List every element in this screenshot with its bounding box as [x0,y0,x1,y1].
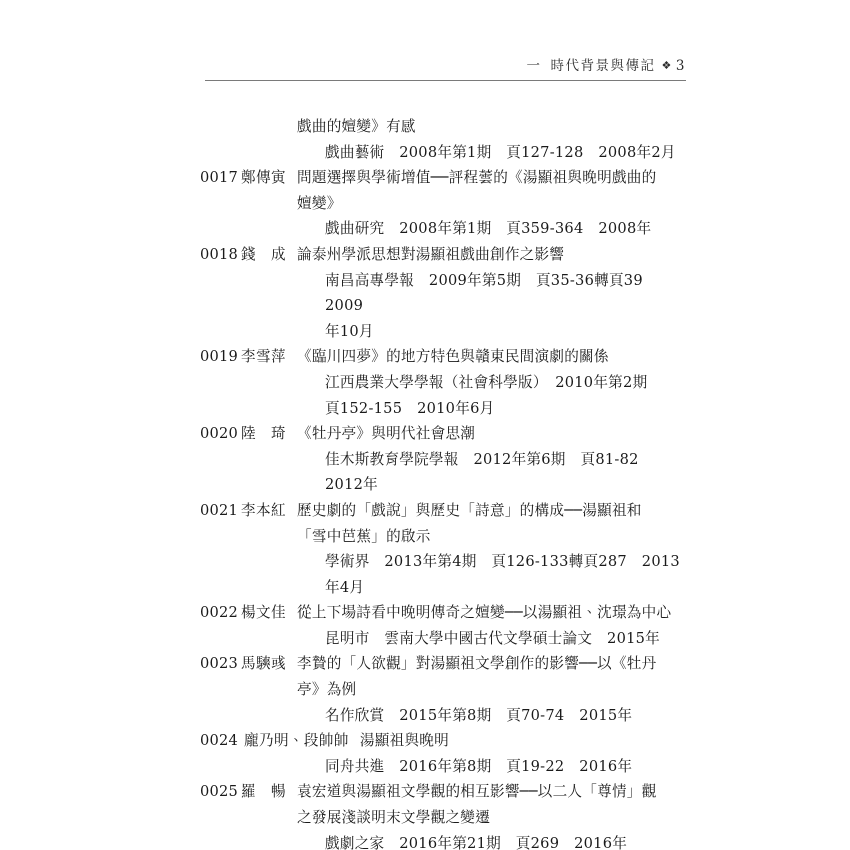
bibliography-entry [200,242,686,344]
entry-head-line [200,779,686,805]
entry-title: 《臨川四夢》的地方特色與贛東民間演劇的關係 [297,348,609,366]
entry-title: 李贄的「人欲觀」對湯顯祖文學創作的影響──以《牡丹 [297,655,657,673]
entry-id: 0019 [200,348,238,366]
entry-id: 0024 [200,732,238,750]
entry-id: 0022 [200,604,238,622]
entry-source-continuation: 年10月 [325,322,374,340]
entry-head-line [200,651,686,677]
entry-title: 問題選擇與學術增值──評程蕓的《湯顯祖與晚明戲曲的 [297,169,657,187]
entry-author: 馬騻彧 [241,655,286,673]
entry-author: 錢 成 [241,245,286,263]
bibliography-entry [200,728,686,779]
entry-source: 戲曲藝術 2008年第1期 頁127-128 2008年2月 [325,143,676,161]
flower-ornament-icon: ❖ [661,59,672,72]
header-divider [205,80,686,81]
entry-source: 江西農業大學學報（社會科學版） 2010年第2期 [325,373,648,391]
entry-source: 南昌高專學報 2009年第5期 頁35-36轉頁39 2009 [325,271,658,315]
chapter-number: 一 [526,58,541,74]
running-header [205,54,685,74]
entry-head-line [200,728,686,754]
entry-source: 戲劇之家 2016年第21期 頁269 2016年 [325,834,628,850]
entry-title: 湯顯祖與晚明 [359,732,449,750]
bibliography-entry [200,165,686,242]
entry-author: 陸 琦 [241,425,286,443]
entry-source: 戲曲研究 2008年第1期 頁359-364 2008年 [325,220,652,238]
entry-title-continuation: 「雪中芭蕉」的啟示 [297,527,431,545]
entry-author: 李雪萍 [241,348,286,366]
chapter-title: 時代背景與傳記 [550,58,656,74]
entry-title: 歷史劇的「戲說」與歷史「詩意」的構成──湯顯祖和 [297,501,642,519]
entry-id: 0018 [200,245,238,263]
bibliography-entry [200,421,686,498]
entry-head-line [200,165,686,191]
entry-source: 昆明市 雲南大學中國古代文學碩士論文 2015年 [325,629,661,647]
entry-head-line [200,600,686,626]
entry-source: 學術界 2013年第4期 頁126-133轉頁287 2013年4月 [325,553,680,596]
entry-source-continuation: 頁152-155 2010年6月 [325,399,495,417]
entry-title: 袁宏道與湯顯祖文學觀的相互影響──以二人「尊情」觀 [297,783,657,801]
entry-title-continuation: 亭》為例 [297,681,357,699]
entry-head-line [200,344,686,370]
entry-id: 0020 [200,425,238,443]
entry-source: 名作欣賞 2015年第8期 頁70-74 2015年 [325,706,633,724]
entry-id: 0025 [200,783,238,801]
bibliography-entry [200,779,686,850]
entry-head-line [200,421,686,447]
entry-title-continuation: 嬗變》 [297,194,342,212]
page-number: 3 [675,58,685,74]
entry-source: 佳木斯教育學院學報 2012年第6期 頁81-82 2012年 [325,450,654,494]
entry-title-continuation: 戲曲的嬗變》有感 [297,118,416,135]
entry-author: 楊文佳 [241,604,286,622]
entry-author: 羅 暢 [241,783,286,801]
entry-title: 論泰州學派思想對湯顯祖戲曲創作之影響 [297,245,565,263]
bibliography-entry [200,651,686,728]
entry-id: 0021 [200,501,238,519]
entry-id: 0023 [200,655,238,673]
entry-author: 鄭傳寅 [241,169,286,187]
entry-title: 從上下場詩看中晚明傳奇之嬗變──以湯顯祖、沈璟為中心 [297,604,672,622]
bibliography-entry [200,344,686,421]
entry-source: 同舟共進 2016年第8期 頁19-22 2016年 [325,757,633,775]
entry-title: 《牡丹亭》與明代社會思潮 [297,425,476,443]
bibliography-entry [200,498,686,600]
entry-title-continuation: 之發展淺談明末文學觀之變遷 [297,809,490,827]
bibliography-entry [200,600,686,651]
entry-author: 李本紅 [241,501,286,519]
entry-head-line [200,242,686,268]
entry-author: 龐乃明、段帥帥 [243,732,349,750]
bibliography-entry [200,114,686,165]
entry-head-line [200,498,686,524]
bibliography-list [200,114,686,850]
entry-id: 0017 [200,169,238,187]
